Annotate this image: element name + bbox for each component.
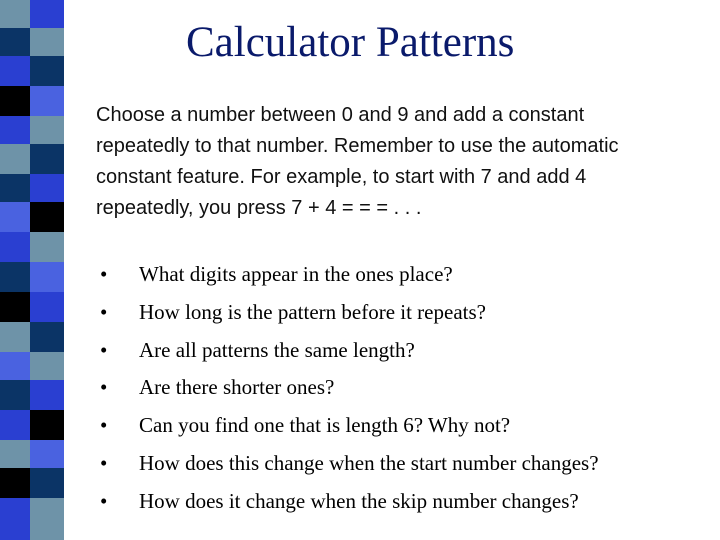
question-list	[100, 256, 700, 521]
intro-line: repeatedly, you press 7 + 4 = = = . . .	[96, 197, 422, 219]
stripe-block	[30, 232, 64, 262]
stripe-block	[30, 28, 64, 56]
bullet-icon: •	[100, 450, 108, 475]
stripe-block	[0, 440, 30, 468]
decorative-stripe-bar	[0, 0, 64, 540]
bullet-icon: •	[100, 375, 108, 400]
bullet-icon: •	[100, 488, 108, 513]
bullet-icon: •	[100, 262, 108, 286]
stripe-block	[0, 116, 30, 144]
stripe-block	[30, 292, 64, 322]
question-text: Can you find one that is length 6? Why not?	[139, 413, 511, 438]
stripe-block	[30, 202, 64, 232]
question-text: Are all patterns the same length?	[139, 337, 415, 362]
question-text: How does this change when the start number changes?	[139, 450, 599, 475]
stripe-block	[30, 498, 64, 540]
stripe-block	[0, 262, 30, 292]
list-item	[100, 369, 700, 407]
stripe-block	[0, 468, 30, 498]
stripe-block	[30, 56, 64, 86]
list-item	[100, 483, 700, 521]
stripe-block	[30, 86, 64, 116]
stripe-block	[30, 174, 64, 202]
stripe-block	[30, 262, 64, 292]
stripe-block	[0, 292, 30, 322]
bullet-icon: •	[100, 337, 108, 362]
stripe-block	[30, 410, 64, 440]
list-item	[100, 445, 700, 483]
stripe-block	[30, 0, 64, 28]
stripe-block	[0, 174, 30, 202]
stripe-block	[30, 116, 64, 144]
list-item	[100, 332, 700, 370]
stripe-block	[0, 410, 30, 440]
stripe-block	[0, 56, 30, 86]
stripe-block	[0, 352, 30, 380]
intro-paragraph	[96, 100, 696, 224]
intro-line: repeatedly to that number. Remember to use the automatic	[96, 135, 619, 157]
stripe-block	[0, 86, 30, 116]
bullet-icon: •	[100, 299, 108, 324]
list-item	[100, 294, 700, 332]
stripe-block	[30, 352, 64, 380]
stripe-block	[0, 498, 30, 540]
intro-line: Choose a number between 0 and 9 and add a constant	[96, 104, 585, 126]
stripe-block	[30, 322, 64, 352]
stripe-block	[30, 144, 64, 174]
list-item	[100, 256, 700, 294]
stripe-block	[0, 380, 30, 410]
question-text: How long is the pattern before it repeats?	[139, 299, 486, 324]
bullet-icon: •	[100, 413, 108, 438]
stripe-block	[0, 202, 30, 232]
list-item	[100, 407, 700, 445]
question-text: Are there shorter ones?	[139, 375, 335, 400]
question-text: How does it change when the skip number changes?	[139, 488, 579, 513]
stripe-block	[0, 144, 30, 174]
slide-title: Calculator Patterns	[186, 19, 515, 66]
question-text: What digits appear in the ones place?	[139, 262, 453, 286]
stripe-block	[0, 232, 30, 262]
stripe-block	[30, 380, 64, 410]
stripe-block	[0, 322, 30, 352]
stripe-block	[0, 28, 30, 56]
stripe-block	[30, 468, 64, 498]
intro-line: constant feature. For example, to start with 7 and add 4	[96, 166, 587, 188]
stripe-block	[30, 440, 64, 468]
stripe-block	[0, 0, 30, 28]
